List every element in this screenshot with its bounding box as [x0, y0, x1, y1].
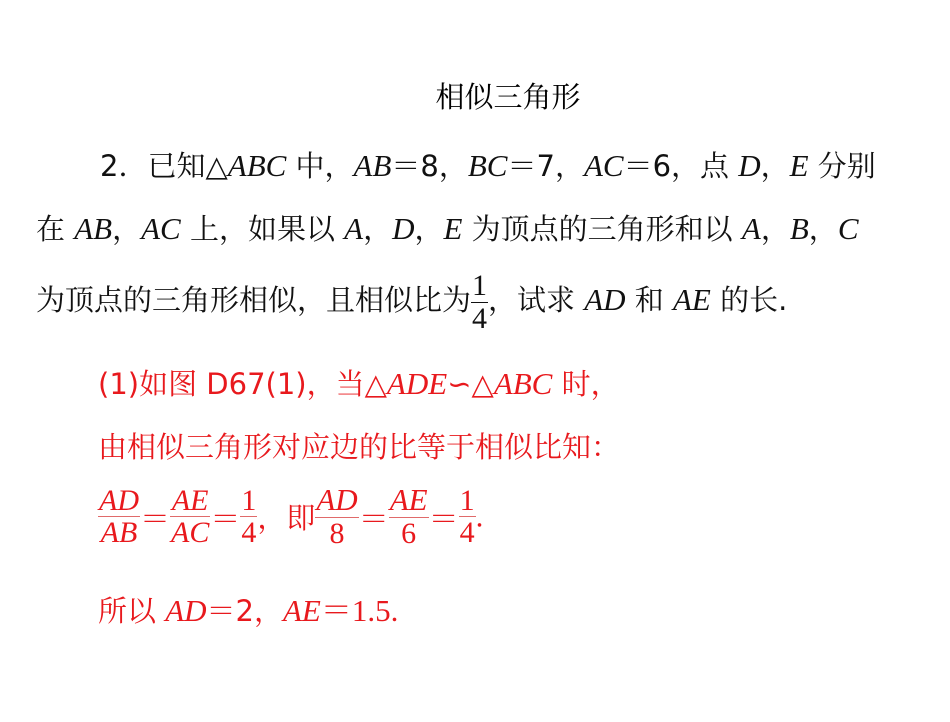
fraction-denominator: 6	[401, 516, 417, 550]
equals-sign: ＝	[140, 502, 170, 538]
fraction-denominator: 4	[241, 516, 257, 550]
problem-text: 为顶点的三角形和以	[462, 212, 742, 246]
problem-text: 和	[625, 283, 673, 317]
fraction-denominator: 4	[472, 301, 488, 335]
math-var: ABC	[227, 148, 287, 183]
answer-text: 时，	[552, 367, 620, 401]
math-var: E	[443, 211, 463, 246]
math-var: ADE	[386, 366, 448, 401]
problem-text: ＝7，	[507, 149, 584, 183]
answer-text: ，即	[257, 501, 316, 536]
fraction-one-quarter	[459, 485, 476, 549]
fraction-numerator: 1	[459, 483, 475, 517]
similar-symbol: ∽	[447, 367, 472, 401]
answer-text: ＝2，	[206, 594, 283, 628]
problem-line-3	[36, 270, 787, 334]
problem-text: ，	[760, 212, 790, 246]
math-var: D	[738, 148, 761, 183]
problem-text: ，	[808, 212, 838, 246]
problem-text: ，	[760, 149, 790, 183]
problem-line-1	[100, 144, 876, 185]
answer-text: ＝1.5.	[320, 593, 399, 628]
answer-text: (1)如图 D67(1)，当△	[98, 367, 387, 401]
math-var: D	[392, 211, 415, 246]
answer-line-3	[98, 484, 483, 549]
fraction-ae-6	[389, 484, 429, 549]
math-var: E	[789, 148, 809, 183]
answer-line-2: 由相似三角形对应边的比等于相似比知：	[98, 430, 621, 464]
fraction-denominator: AC	[171, 516, 210, 550]
answer-text: 所以	[98, 594, 166, 628]
fraction-denominator: AB	[100, 516, 138, 550]
problem-text: 2．已知△	[100, 149, 228, 183]
problem-text: 分别	[808, 149, 876, 183]
math-var: AE	[283, 593, 321, 628]
answer-line-1	[98, 362, 620, 403]
problem-text: 中，	[286, 149, 354, 183]
math-var: AB	[353, 148, 392, 183]
fraction-numerator: 1	[472, 269, 488, 302]
fraction-numerator: 1	[241, 483, 257, 517]
fraction-ae-ac	[170, 485, 210, 549]
problem-text: 为顶点的三角形相似，且相似比为	[36, 283, 472, 317]
equals-sign: ＝	[358, 502, 389, 538]
math-var: A	[741, 211, 761, 246]
fraction-numerator: AE	[171, 483, 209, 517]
fraction-one-quarter	[240, 485, 257, 549]
answer-line-4	[98, 585, 398, 630]
problem-text: ＝6，点	[623, 149, 739, 183]
problem-text: ＝8，	[391, 149, 468, 183]
period: .	[475, 498, 484, 534]
math-var: A	[344, 211, 364, 246]
math-var: ABC	[493, 366, 553, 401]
page-title: 相似三角形	[435, 80, 581, 114]
answer-text: △	[471, 367, 494, 401]
problem-text: ，	[414, 212, 444, 246]
fraction-denominator: 4	[459, 516, 475, 550]
math-var: AC	[583, 148, 624, 183]
equals-sign: ＝	[210, 502, 241, 538]
math-var: AD	[584, 282, 626, 317]
problem-text: ，	[363, 212, 393, 246]
math-var: AD	[165, 593, 207, 628]
math-var: AE	[673, 282, 711, 317]
math-var: B	[789, 211, 809, 246]
problem-text: 在	[36, 212, 75, 246]
fraction-ad-ab	[98, 485, 140, 549]
math-var: AB	[74, 211, 113, 246]
problem-text: 上，如果以	[180, 212, 345, 246]
math-var: BC	[467, 148, 508, 183]
problem-text: 的长.	[710, 283, 788, 317]
fraction-denominator: 8	[329, 516, 345, 550]
fraction-numerator: AD	[316, 482, 358, 517]
problem-text: ，试求	[488, 283, 585, 317]
fraction-numerator: AE	[389, 482, 428, 517]
equals-sign: ＝	[428, 502, 459, 538]
problem-text: ，	[112, 212, 142, 246]
problem-line-2	[36, 207, 859, 248]
math-var: AC	[141, 211, 181, 246]
fraction-numerator: AD	[99, 483, 139, 517]
ratio-fraction	[471, 270, 488, 334]
fraction-ad-8	[315, 484, 358, 549]
math-var: C	[837, 211, 859, 246]
